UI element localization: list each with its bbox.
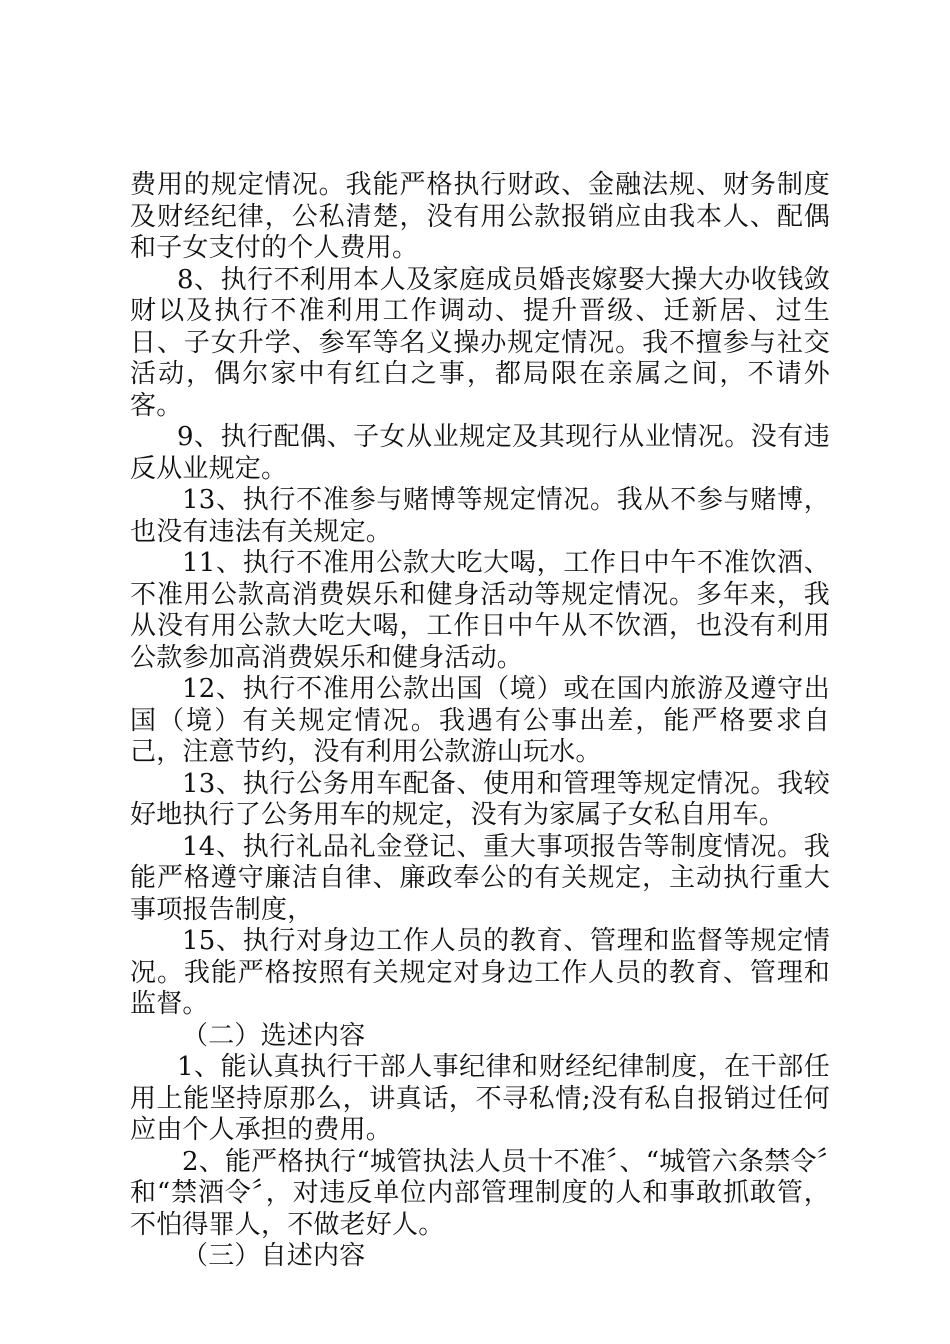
paragraph-item-15: 15、执行对身边工作人员的教育、管理和监督等规定情况。我能严格按照有关规定对身边工作人员的教育、管理和监督。	[130, 926, 830, 1019]
paragraph-item-8: 8、执行不利用本人及家庭成员婚丧嫁娶大操大办收钱敛财以及执行不准利用工作调动、提升晋级、迁新居、过生日、子女升学、参军等名义操办规定情况。我不擅参与社交活动，偶尔家中有红白之事，都局限在亲属之间，不请外客。	[130, 264, 830, 421]
paragraph-item-13-vehicle: 13、执行公务用车配备、使用和管理等规定情况。我较好地执行了公务用车的规定，没有为家属子女私自用车。	[130, 768, 830, 830]
paragraph-item-12: 12、执行不准用公款出国（境）或在国内旅游及遵守出国（境）有关规定情况。我遇有公事出差，能严格要求自己，注意节约，没有利用公款游山玩水。	[130, 674, 830, 767]
paragraph-section2-item-1: 1、能认真执行干部人事纪律和财经纪律制度，在干部任用上能坚持原那么，讲真话，不寻私情;没有私自报销过任何应由个人承担的费用。	[130, 1052, 830, 1145]
section-heading-2: （二）选述内容	[182, 1020, 366, 1051]
paragraph-section2-item-2: 2、能严格执行“城管执法人员十不准〞、“城管六条禁令〞和“禁酒令〞，对违反单位内部管理制度的人和事敢抓敢管，不怕得罪人，不做老好人。	[130, 1146, 830, 1240]
paragraph-continuation: 费用的规定情况。我能严格执行财政、金融法规、财务制度及财经纪律，公私清楚，没有用公款报销应由我本人、配偶和子女支付的个人费用。	[130, 170, 830, 263]
paragraph-item-11: 11、执行不准用公款大吃大喝，工作日中午不准饮酒、不准用公款高消费娱乐和健身活动等规定情况。多年来，我从没有用公款大吃大喝，工作日中午从不饮酒，也没有利用公款参加高消费娱乐和健身活动。	[130, 548, 830, 673]
paragraph-item-9: 9、执行配偶、子女从业规定及其现行从业情况。没有违反从业规定。	[130, 422, 830, 484]
paragraph-item-13-gambling: 13、执行不准参与赌博等规定情况。我从不参与赌博，也没有违法有关规定。	[130, 485, 830, 547]
paragraph-item-14: 14、执行礼品礼金登记、重大事项报告等制度情况。我能严格遵守廉洁自律、廉政奉公的有关规定，主动执行重大事项报告制度，	[130, 831, 830, 925]
section-heading-3: （三）自述内容	[182, 1241, 366, 1271]
document-body	[130, 170, 830, 1273]
